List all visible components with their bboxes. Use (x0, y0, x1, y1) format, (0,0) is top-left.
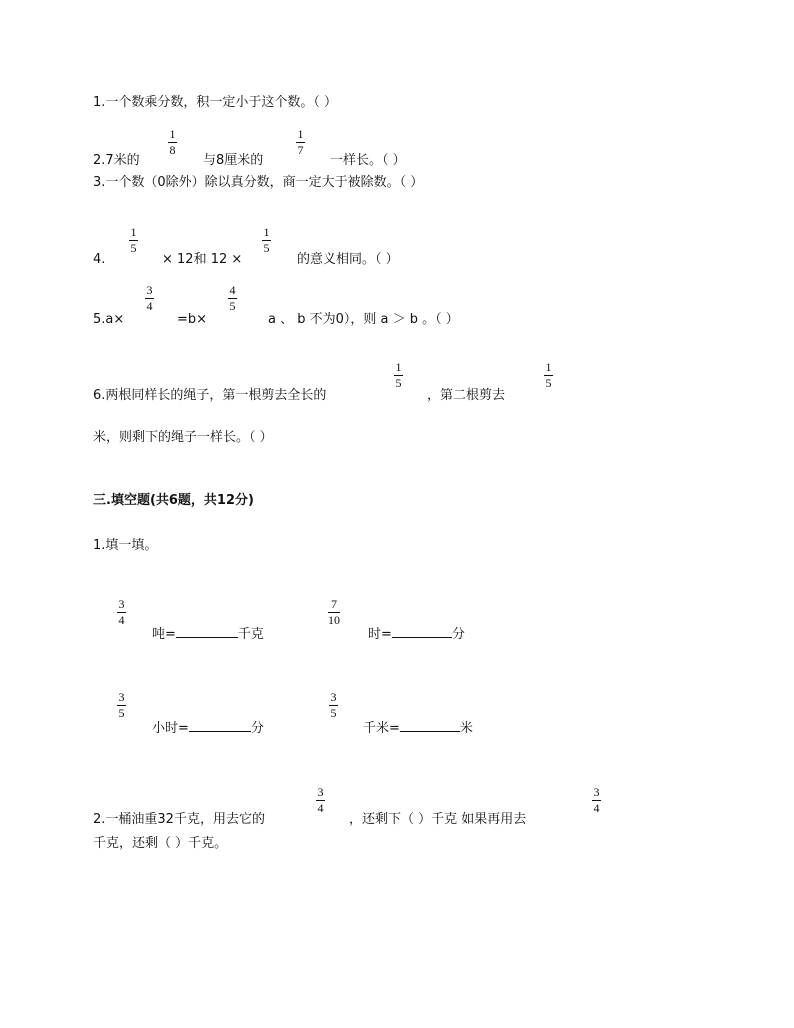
numerator: 1 (545, 360, 552, 374)
section-heading: 三.填空题(共6题，共12分) (93, 493, 254, 508)
denominator: 4 (118, 613, 125, 627)
numerator: 1 (130, 225, 137, 239)
denominator: 5 (263, 241, 270, 255)
fraction (296, 127, 305, 157)
judge-question-5-part-b: =b× (177, 312, 208, 327)
fill-item-unit: 分 (250, 721, 264, 736)
judge-question-5-part-a: 5.a× (93, 312, 125, 327)
fill-item-unit: 米 (459, 721, 473, 736)
denominator: 7 (297, 143, 304, 157)
judge-question-4-part-b: × 12和 12 × (162, 252, 243, 267)
answer-blank[interactable] (400, 719, 460, 732)
numerator: 1 (395, 360, 402, 374)
fraction (329, 690, 338, 720)
judge-question-6-part-a: 6.两根同样长的绳子，第一根剪去全长的 (93, 388, 327, 403)
judge-question-4-part-a: 4. (93, 252, 106, 267)
fraction (262, 225, 271, 255)
denominator: 5 (395, 376, 402, 390)
numerator: 3 (317, 785, 324, 799)
judge-question-2-part-b: 与8厘米的 (203, 153, 264, 168)
fill-item-4 (363, 719, 473, 737)
numerator: 4 (229, 283, 236, 297)
denominator: 5 (330, 706, 337, 720)
fraction (544, 360, 553, 390)
fraction (117, 597, 126, 627)
answer-blank[interactable] (189, 719, 251, 732)
denominator: 5 (130, 241, 137, 255)
fill-question-2-part-b: ，还剩下（ ）千克 如果再用去 (349, 812, 527, 827)
fill-item-2 (368, 625, 465, 643)
fill-item-prefix: 小时= (152, 721, 189, 736)
numerator: 1 (297, 127, 304, 141)
fill-question-2-part-a: 2.一桶油重32千克，用去它的 (93, 812, 265, 827)
fraction (592, 785, 601, 815)
fill-item-1 (152, 625, 264, 643)
fill-item-3 (152, 719, 264, 737)
fill-item-prefix: 吨= (152, 627, 176, 642)
denominator: 4 (593, 801, 600, 815)
answer-blank[interactable] (176, 625, 238, 638)
denominator: 10 (328, 613, 340, 627)
numerator: 3 (118, 597, 125, 611)
fill-item-unit: 分 (451, 627, 465, 642)
fraction (117, 690, 126, 720)
judge-question-1: 1.一个数乘分数，积一定小于这个数。（ ） (93, 95, 338, 110)
denominator: 5 (229, 299, 236, 313)
fill-item-prefix: 时= (368, 627, 392, 642)
numerator: 3 (146, 283, 153, 297)
judge-question-6-part-c: 米，则剩下的绳子一样长。（ ） (93, 430, 273, 445)
fraction (228, 283, 237, 313)
judge-question-5-part-c: a 、 b 不为0），则 a ＞ b 。（ ） (268, 312, 459, 327)
judge-question-6-part-b: ，第二根剪去 (427, 388, 506, 403)
numerator: 3 (330, 690, 337, 704)
fraction (168, 127, 177, 157)
denominator: 4 (146, 299, 153, 313)
fraction (316, 785, 325, 815)
judge-question-2-part-c: 一样长。（ ） (330, 153, 406, 168)
denominator: 5 (118, 706, 125, 720)
numerator: 3 (593, 785, 600, 799)
judge-question-2-part-a: 2.7米的 (93, 153, 140, 168)
denominator: 8 (169, 143, 176, 157)
denominator: 5 (545, 376, 552, 390)
fraction (129, 225, 138, 255)
judge-question-4-part-c: 的意义相同。（ ） (297, 252, 399, 267)
fill-item-prefix: 千米= (363, 721, 400, 736)
numerator: 7 (331, 597, 337, 611)
fraction (328, 597, 340, 627)
denominator: 4 (317, 801, 324, 815)
numerator: 1 (169, 127, 176, 141)
fraction (394, 360, 403, 390)
fill-item-unit: 千克 (237, 627, 264, 642)
fill-question-2-part-c: 千克，还剩（ ）千克。 (93, 836, 228, 851)
answer-blank[interactable] (392, 625, 452, 638)
fraction (145, 283, 154, 313)
fill-question-1-title: 1.填一填。 (93, 538, 158, 553)
numerator: 1 (263, 225, 270, 239)
judge-question-3: 3.一个数（0除外）除以真分数，商一定大于被除数。（ ） (93, 175, 424, 190)
numerator: 3 (118, 690, 125, 704)
